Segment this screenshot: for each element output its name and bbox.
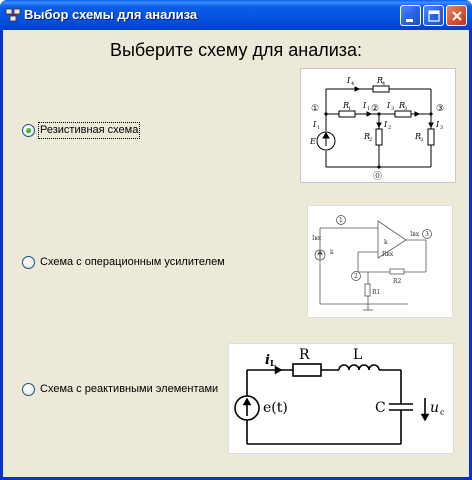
- svg-text:c: c: [440, 408, 445, 417]
- option-reactive[interactable]: [22, 382, 222, 398]
- svg-text:1: 1: [339, 217, 343, 224]
- svg-text:i: i: [265, 353, 270, 368]
- svg-text:2: 2: [354, 273, 358, 280]
- option-resistive-label[interactable]: Резистивная схема: [40, 124, 139, 136]
- svg-text:3: 3: [404, 106, 408, 112]
- opamp-circuit-image[interactable]: [307, 205, 453, 318]
- label-E: E: [310, 137, 316, 146]
- svg-text:1: 1: [348, 106, 352, 112]
- page-heading: Выберите схему для анализа:: [109, 40, 363, 60]
- svg-text:I: I: [384, 120, 388, 129]
- radio-reactive[interactable]: [22, 383, 35, 396]
- svg-text:I: I: [363, 101, 367, 110]
- svg-text:R: R: [399, 101, 406, 110]
- svg-text:u: u: [430, 400, 440, 416]
- svg-text:k: k: [384, 239, 388, 246]
- svg-text:3: 3: [420, 137, 424, 143]
- svg-text:2: 2: [369, 137, 373, 143]
- svg-text:I: I: [313, 120, 317, 129]
- svg-text:C: C: [375, 400, 386, 416]
- close-button[interactable]: [446, 5, 467, 26]
- svg-text:L: L: [270, 358, 276, 368]
- maximize-button[interactable]: [423, 5, 444, 26]
- svg-text:I: I: [387, 101, 391, 110]
- svg-text:k: k: [330, 249, 334, 256]
- app-icon: [5, 7, 21, 23]
- svg-text:I: I: [436, 120, 440, 129]
- minimize-button[interactable]: [400, 5, 421, 26]
- option-resistive[interactable]: [22, 123, 152, 139]
- window-client-area: [3, 30, 469, 477]
- svg-text:1: 1: [367, 106, 371, 112]
- svg-text:R: R: [299, 347, 310, 363]
- radio-resistive[interactable]: [22, 124, 35, 137]
- title-bar[interactable]: [0, 0, 472, 30]
- svg-text:R2: R2: [393, 278, 402, 285]
- resistive-circuit-image[interactable]: [300, 68, 456, 183]
- svg-text:R: R: [343, 101, 350, 110]
- radio-selected-dot: [26, 128, 31, 133]
- svg-text:③: ③: [436, 104, 445, 114]
- svg-text:Iвх: Iвх: [410, 231, 420, 238]
- maximize-icon: [424, 6, 445, 27]
- reactive-circuit-image[interactable]: [228, 343, 454, 454]
- svg-text:2: 2: [388, 125, 392, 131]
- radio-opamp[interactable]: [22, 256, 35, 269]
- label-I4: I: [347, 76, 351, 85]
- svg-text:3: 3: [425, 231, 429, 238]
- svg-text:L: L: [353, 347, 363, 363]
- svg-text:e(t): e(t): [263, 400, 288, 416]
- minimize-icon: [401, 6, 422, 27]
- svg-text:R1: R1: [372, 289, 381, 296]
- svg-text:3: 3: [391, 106, 395, 112]
- svg-text:①: ①: [311, 104, 320, 114]
- close-icon: [447, 6, 468, 27]
- option-opamp-label[interactable]: Схема с операционным усилителем: [40, 256, 225, 268]
- svg-text:Iвх: Iвх: [312, 235, 322, 242]
- svg-text:1: 1: [317, 125, 321, 131]
- svg-text:R: R: [364, 132, 371, 141]
- svg-text:R: R: [415, 132, 422, 141]
- svg-text:3: 3: [440, 125, 444, 131]
- option-reactive-label[interactable]: Схема с реактивными элементами: [40, 383, 219, 395]
- label-R4: R: [377, 76, 384, 85]
- svg-text:②: ②: [371, 104, 380, 114]
- window-title: Выбор схемы для анализа: [24, 7, 198, 22]
- svg-text:4: 4: [351, 81, 355, 87]
- svg-text:Rвх: Rвх: [382, 251, 394, 258]
- svg-text:⓪: ⓪: [373, 172, 383, 182]
- svg-text:4: 4: [382, 81, 386, 87]
- option-opamp[interactable]: [22, 255, 232, 271]
